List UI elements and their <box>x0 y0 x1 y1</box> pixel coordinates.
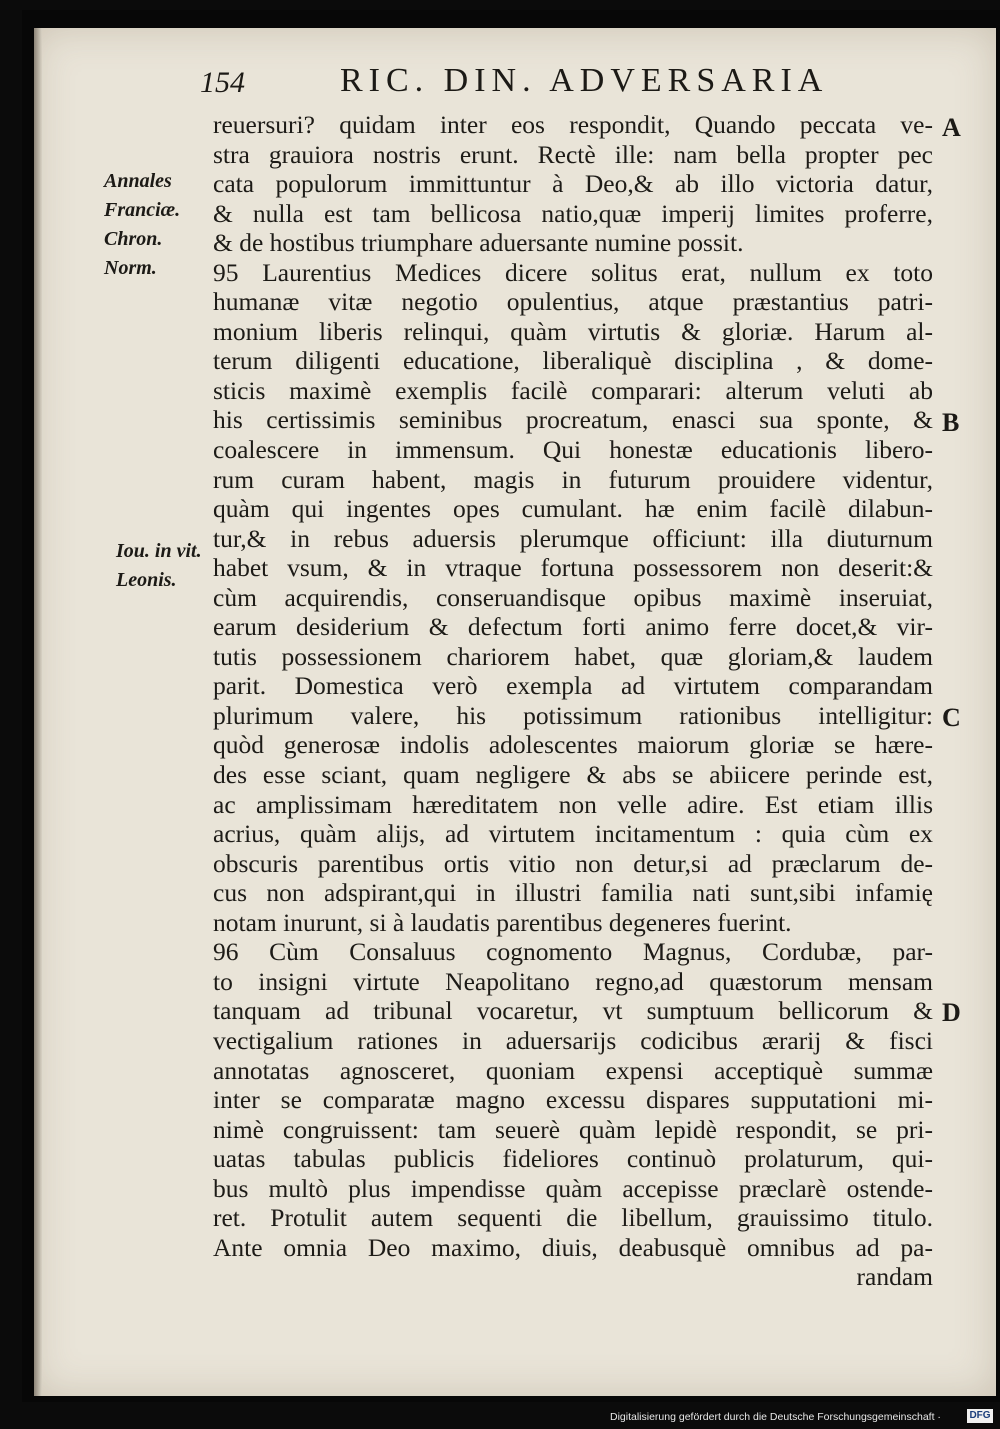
text-line: des esse sciant, quam negligere & abs se abiicere perinde est, <box>213 760 933 790</box>
text-line: tutis possessionem chariorem habet, quæ gloriam,& laudem <box>213 641 933 671</box>
body-text <box>213 110 933 1292</box>
text-line: earum desiderium & defectum forti animo ferre docet,& vir- <box>213 612 933 642</box>
running-head: RIC. DIN. ADVERSARIA <box>340 62 829 99</box>
text-line: cùm acquirendis, conseruandisque opibus maximè inseruiat, <box>213 582 933 612</box>
text-line: to insigni virtute Neapolitano regno,ad quæstorum mensam <box>213 966 933 996</box>
catchword: randam <box>856 1262 933 1292</box>
text-line: rum curam habent, magis in futurum prouidere videntur, <box>213 464 933 494</box>
section-letter-d: D <box>942 998 961 1027</box>
text-line: coalescere in immensum. Qui honestæ educationis libero- <box>213 435 933 465</box>
margin-note-line: Annales <box>104 170 172 192</box>
margin-note-line: Norm. <box>104 257 157 279</box>
text-line: humanæ vitæ negotio opulentius, atque præstantius patri- <box>213 287 933 317</box>
text-line: plurimum valere, his potissimum rationibus intelligitur: <box>213 700 933 730</box>
text-line: bus multò plus impendisse quàm accepisse præclarè ostende- <box>213 1173 933 1203</box>
text-line: reuersuri? quidam inter eos respondit, Quando peccata ve- <box>213 110 933 139</box>
margin-note-annales <box>104 167 180 283</box>
text-line: & de hostibus triumphare aduersante numine possit. <box>213 228 744 258</box>
text-line: stra grauiora nostris erunt. Rectè ille: nam bella propter pec <box>213 139 933 169</box>
margin-note-line: Franciæ. <box>104 199 181 221</box>
text-line: ret. Protulit autem sequenti die libellum, grauissimo titulo. <box>213 1203 933 1233</box>
text-line: Ante omnia Deo maximo, diuis, deabusquè omnibus ad pa- <box>213 1232 933 1262</box>
text-line: ac amplissimam hæreditatem non velle adire. Est etiam illis <box>213 789 933 819</box>
text-line: cata populorum immittuntur à Deo,& ab illo victoria datur, <box>213 169 933 199</box>
digitization-credit: Digitalisierung gefördert durch die Deutsche Forschungsgemeinschaft · <box>610 1411 941 1423</box>
page-gutter-shadow <box>34 28 42 1396</box>
margin-note-iovius <box>116 537 202 595</box>
text-line: habet vsum, & in vtraque fortuna possessorem non deserit:& <box>213 553 933 583</box>
text-line: terum diligenti educatione, liberaliquè disciplina , & dome- <box>213 346 933 376</box>
margin-note-line: Leonis. <box>116 569 177 591</box>
text-line: nimè congruissent: tam seuerè quàm lepidè respondit, se pri- <box>213 1114 933 1144</box>
text-line: his certissimis seminibus procreatum, enasci sua sponte, & <box>213 405 933 435</box>
text-line: & nulla est tam bellicosa natio,quæ imperij limites proferre, <box>213 198 933 228</box>
text-line: sticis maximè exemplis facilè comparari: alterum veluti ab <box>213 375 933 405</box>
section-letter-b: B <box>942 408 960 437</box>
text-line: annotatas agnosceret, quoniam expensi acceptiquè summæ <box>213 1055 933 1085</box>
text-line: tanquam ad tribunal vocaretur, vt sumptuum bellicorum & <box>213 996 933 1026</box>
text-line: inter se comparatæ magno excessu dispares supputationi mi- <box>213 1085 933 1115</box>
text-line: tur,& in rebus aduersis plerumque officiunt: illa diuturnum <box>213 523 933 553</box>
text-line: vectigalium rationes in aduersarijs codicibus ærarij & fisci <box>213 1025 933 1055</box>
text-line: obscuris parentibus ortis vitio non detur,si ad præclarum de- <box>213 848 933 878</box>
text-line: parit. Domestica verò exempla ad virtutem comparandam <box>213 671 933 701</box>
text-line: notam inurunt, si à laudatis parentibus degeneres fuerint. <box>213 907 792 937</box>
text-line: acrius, quàm alijs, ad virtutem incitamentum : quia cùm ex <box>213 819 933 849</box>
text-line: 96 Cùm Consaluus cognomento Magnus, Cordubæ, par- <box>213 937 933 967</box>
text-line: quàm qui ingentes opes cumulant. hæ enim facilè dilabun- <box>213 494 933 524</box>
section-letter-c: C <box>942 703 961 732</box>
dfg-logo-icon: DFG <box>967 1409 993 1423</box>
text-line: 95 Laurentius Medices dicere solitus erat, nullum ex toto <box>213 257 933 287</box>
margin-note-line: Iou. in vit. <box>116 540 202 562</box>
page-header <box>200 62 840 102</box>
text-line: monium liberis relinqui, quàm virtutis & gloriæ. Harum al- <box>213 316 933 346</box>
text-line: quòd generosæ indolis adolescentes maiorum gloriæ se hære- <box>213 730 933 760</box>
text-line: cus non adspirant,qui in illustri familia nati sunt,sibi infamię <box>213 878 933 908</box>
page-number: 154 <box>200 66 245 99</box>
section-letter-a: A <box>942 113 961 142</box>
text-line: uatas tabulas publicis fideliores continuò prolaturum, qui- <box>213 1144 933 1174</box>
margin-note-line: Chron. <box>104 228 163 250</box>
